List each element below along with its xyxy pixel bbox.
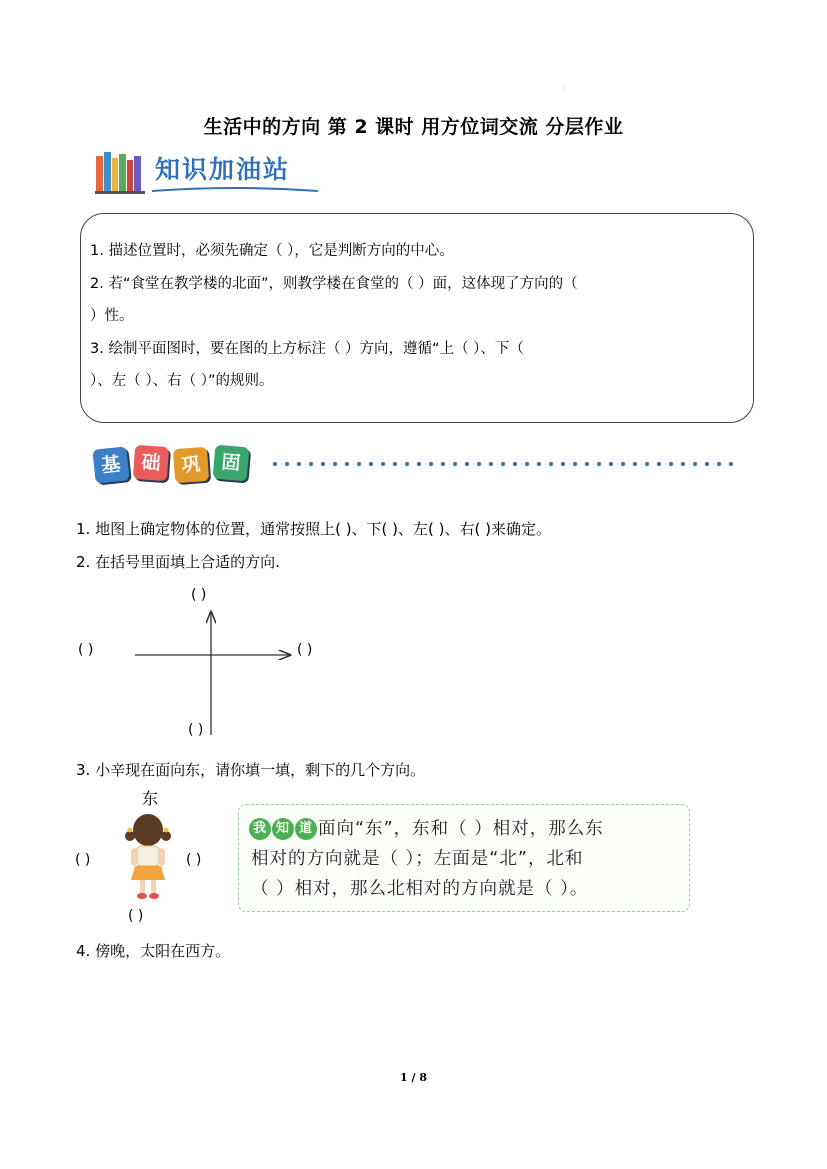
compass-bottom-blank: ( ) [188,722,204,738]
tip-badge-1: 我 [249,818,271,840]
dotted-divider [272,458,742,470]
tip-text-1: 面向“东”，东和（ ）相对，那么东 [318,819,604,839]
knowledge-line-3b: ）、左（ ）、右（ ）”的规则。 [90,373,274,389]
basic-badge-3: 巩 [173,447,209,483]
compass-right-blank: ( ) [297,642,313,658]
knowledge-line-1: 1. 描述位置时，必须先确定（ ），它是判断方向的中心。 [90,243,454,259]
page-mark: · [563,84,566,93]
girl-left-blank: ( ) [75,852,91,868]
tip-line-1 [249,814,604,844]
girl-illustration-icon [118,808,178,903]
knowledge-line-3: 3. 绘制平面图时，要在图的上方标注（ ）方向，遵循“上（ ）、下（ [90,341,524,357]
basic-badge-2: 础 [133,445,169,481]
girl-right-blank: ( ) [186,852,202,868]
question-4: 4. 傍晚，太阳在西方。 [76,942,231,960]
books-icon [95,150,147,194]
question-2: 2. 在括号里面填上合适的方向. [76,553,280,571]
basic-badge-4: 固 [213,445,250,482]
knowledge-line-2b: ）性。 [90,308,134,324]
question-1: 1. 地图上确定物体的位置，通常按照上( )、下( )、左( )、右( )来确定。 [76,520,551,538]
girl-direction-label: 东 [142,789,159,808]
knowledge-banner-title: 知识加油站 [155,155,291,184]
tip-line-3: （ ）相对，那么北相对的方向就是（ ）。 [251,879,589,899]
page-title: 生活中的方向 第 2 课时 用方位词交流 分层作业 [203,116,624,138]
tip-badge-2: 知 [272,818,294,840]
girl-bottom-blank: ( ) [128,908,144,924]
question-3: 3. 小辛现在面向东，请你填一填，剩下的几个方向。 [76,761,426,779]
compass-top-blank: ( ) [191,587,207,603]
tip-badge-3: 道 [295,818,317,840]
compass-left-blank: ( ) [78,642,94,658]
page-number: 1 / 8 [400,1071,427,1084]
knowledge-line-2: 2. 若“食堂在教学楼的北面”，则教学楼在食堂的（ ）面，这体现了方向的（ [90,276,578,292]
direction-cross-diagram [75,585,375,745]
banner-underline [150,186,320,194]
tip-line-2: 相对的方向就是（ ）；左面是“北”，北和 [251,849,584,869]
basic-badge-1: 基 [92,446,129,483]
